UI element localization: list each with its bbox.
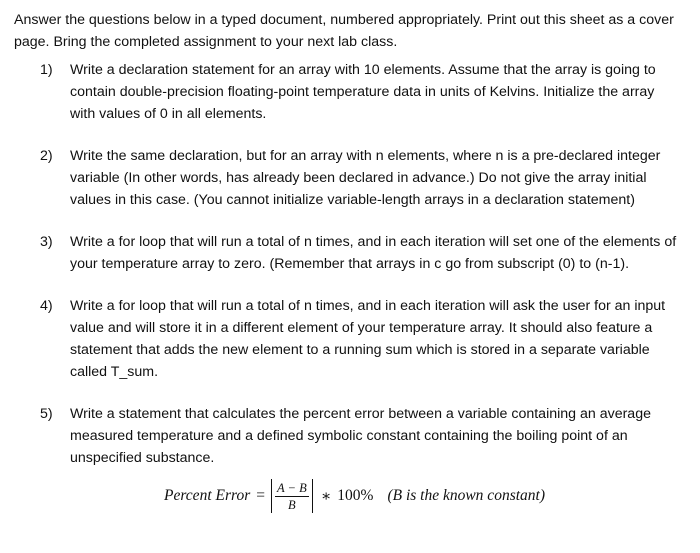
formula-note: (B is the known constant) <box>387 487 545 504</box>
formula-fraction <box>275 481 309 512</box>
formula-equals: = <box>256 487 265 504</box>
instructions-paragraph: Answer the questions below in a typed document, numbered appropriately. Print out this sheet as a cover page. Bring the completed assignment to your next lab class. <box>14 12 674 50</box>
question-text: Write a for loop that will run a total of n times, and in each iteration will set one of the elements of your temperature array to zero. (Remember that arrays in c go from subscript (0) to (n-1). <box>70 234 677 272</box>
question-item-5 <box>14 403 680 469</box>
question-text: Write a for loop that will run a total of n times, and in each iteration will ask the user for an input value and will store it in a different element of your temperature array. It should also feature a statement that adds the new element to a running sum which is stored in a separate variable called T_sum. <box>70 298 666 380</box>
formula-percent: 100% <box>337 487 374 504</box>
question-number: 3) <box>40 234 53 250</box>
question-text: Write the same declaration, but for an array with n elements, where n is a pre-declared integer variable (In other words, has already been declared in advance.) Do not give the array initial values in this case. (You cannot initialize variable-length arrays in a declaration statement) <box>70 148 661 208</box>
formula-absolute-value <box>271 479 313 513</box>
question-body <box>70 403 680 469</box>
formula-denominator: B <box>288 497 296 512</box>
question-number: 1) <box>40 62 53 78</box>
question-item-3 <box>14 231 680 275</box>
question-number: 2) <box>40 148 53 164</box>
question-text: Write a declaration statement for an array with 10 elements. Assume that the array is going to contain double-precision floating-point temperature data in units of Kelvins. Initialize the array with values of 0 in all elements. <box>70 62 656 122</box>
percent-error-formula <box>164 479 680 513</box>
formula-numerator: A − B <box>276 480 307 495</box>
question-text: Write a statement that calculates the percent error between a variable containing an average measured temperature and a defined symbolic constant containing the boiling point of an unspecified substance. <box>70 406 651 466</box>
formula-lhs: Percent Error <box>164 487 251 504</box>
question-number: 5) <box>40 406 53 422</box>
question-list <box>14 59 680 469</box>
question-item-2 <box>14 145 680 211</box>
question-item-4 <box>14 295 680 383</box>
question-item-1 <box>14 59 680 125</box>
formula-times: ∗ <box>320 487 332 505</box>
question-number: 4) <box>40 298 53 314</box>
